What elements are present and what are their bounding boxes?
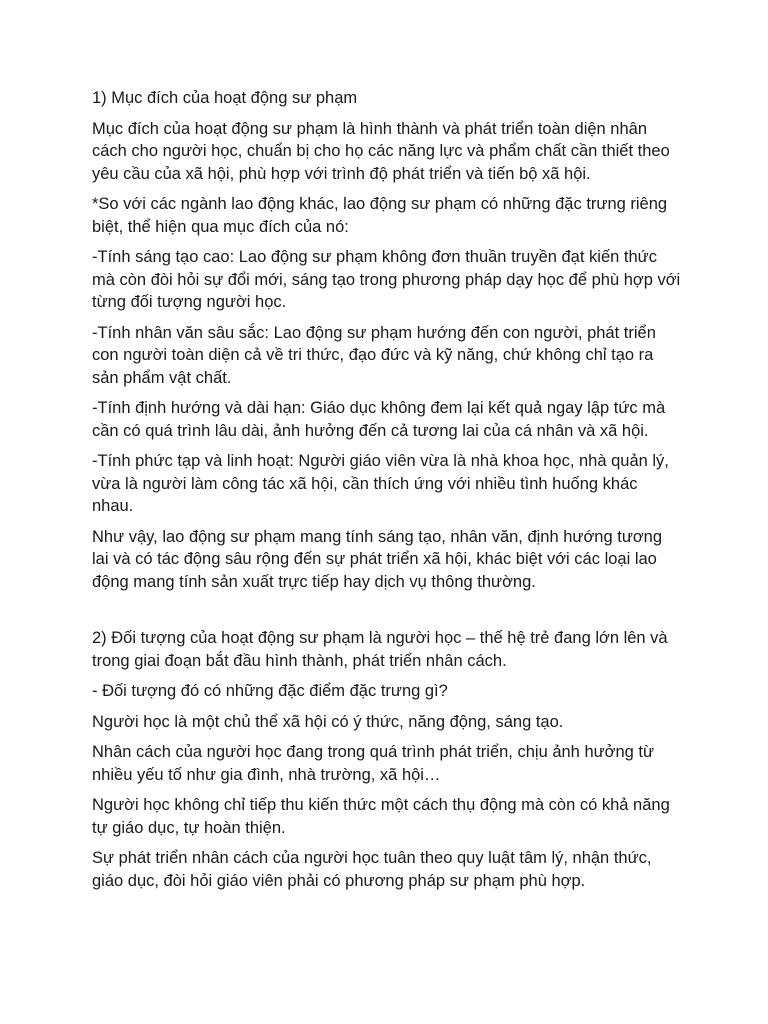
section1-paragraph: Như vậy, lao động sư phạm mang tính sáng tạo, nhân văn, định hướng tương lai và có tác động sâu rộng đến sự phát triển xã hội, khác biệt với các loại lao động mang tính sản xuất trực tiếp hay dịch vụ thông thường. <box>92 527 663 591</box>
section2-heading: 2) Đối tượng của hoạt động sư phạm là người học – thế hệ trẻ đang lớn lên và trong giai đoạn bắt đầu hình thành, phát triển nhân cách. <box>92 629 668 670</box>
section2-paragraph: Sự phát triển nhân cách của người học tuân theo quy luật tâm lý, nhận thức, giáo dục, đòi hỏi giáo viên phải có phương pháp sư phạm phù hợp. <box>92 849 652 890</box>
section1-heading: 1) Mục đích của hoạt động sư phạm <box>92 89 358 107</box>
section2-paragraph: Nhân cách của người học đang trong quá trình phát triển, chịu ảnh hưởng từ nhiều yếu tố như gia đình, nhà trường, xã hội… <box>92 743 655 784</box>
section-spacer <box>92 601 682 627</box>
section1-paragraph: -Tính phức tạp và linh hoạt: Người giáo viên vừa là nhà khoa học, nhà quản lý, vừa là người làm công tác xã hội, cần thích ứng với nhiều tình huống khác nhau. <box>92 452 669 515</box>
section1-paragraph: *So với các ngành lao động khác, lao động sư phạm có những đặc trưng riêng biệt, thể hiện qua mục đích của nó: <box>92 195 668 236</box>
document-page <box>92 87 682 900</box>
section2-paragraph: Người học là một chủ thể xã hội có ý thức, năng động, sáng tạo. <box>92 712 564 731</box>
section2-paragraph: Người học không chỉ tiếp thu kiến thức một cách thụ động mà còn có khả năng tự giáo dục, tự hoàn thiện. <box>92 796 670 837</box>
section1-paragraph: Mục đích của hoạt động sư phạm là hình thành và phát triển toàn diện nhân cách cho người học, chuẩn bị cho họ các năng lực và phẩm chất cần thiết theo yêu cầu của xã hội, phù hợp với trình độ phát triển và tiến bộ xã hội. <box>92 119 670 183</box>
section1-paragraph: -Tính nhân văn sâu sắc: Lao động sư phạm hướng đến con người, phát triển con người toàn diện cả về tri thức, đạo đức và kỹ năng, chứ không chỉ tạo ra sản phẩm vật chất. <box>92 323 656 387</box>
section1-paragraph: -Tính sáng tạo cao: Lao động sư phạm không đơn thuần truyền đạt kiến thức mà còn đòi hỏi sự đổi mới, sáng tạo trong phương pháp dạy học để phù hợp với từng đối tượng người học. <box>92 248 681 311</box>
section1-paragraph: -Tính định hướng và dài hạn: Giáo dục không đem lại kết quả ngay lập tức mà cần có quá trình lâu dài, ảnh hưởng đến cả tương lai của cá nhân và xã hội. <box>92 399 666 440</box>
section2-paragraph: - Đối tượng đó có những đặc điểm đặc trưng gì? <box>92 682 448 700</box>
